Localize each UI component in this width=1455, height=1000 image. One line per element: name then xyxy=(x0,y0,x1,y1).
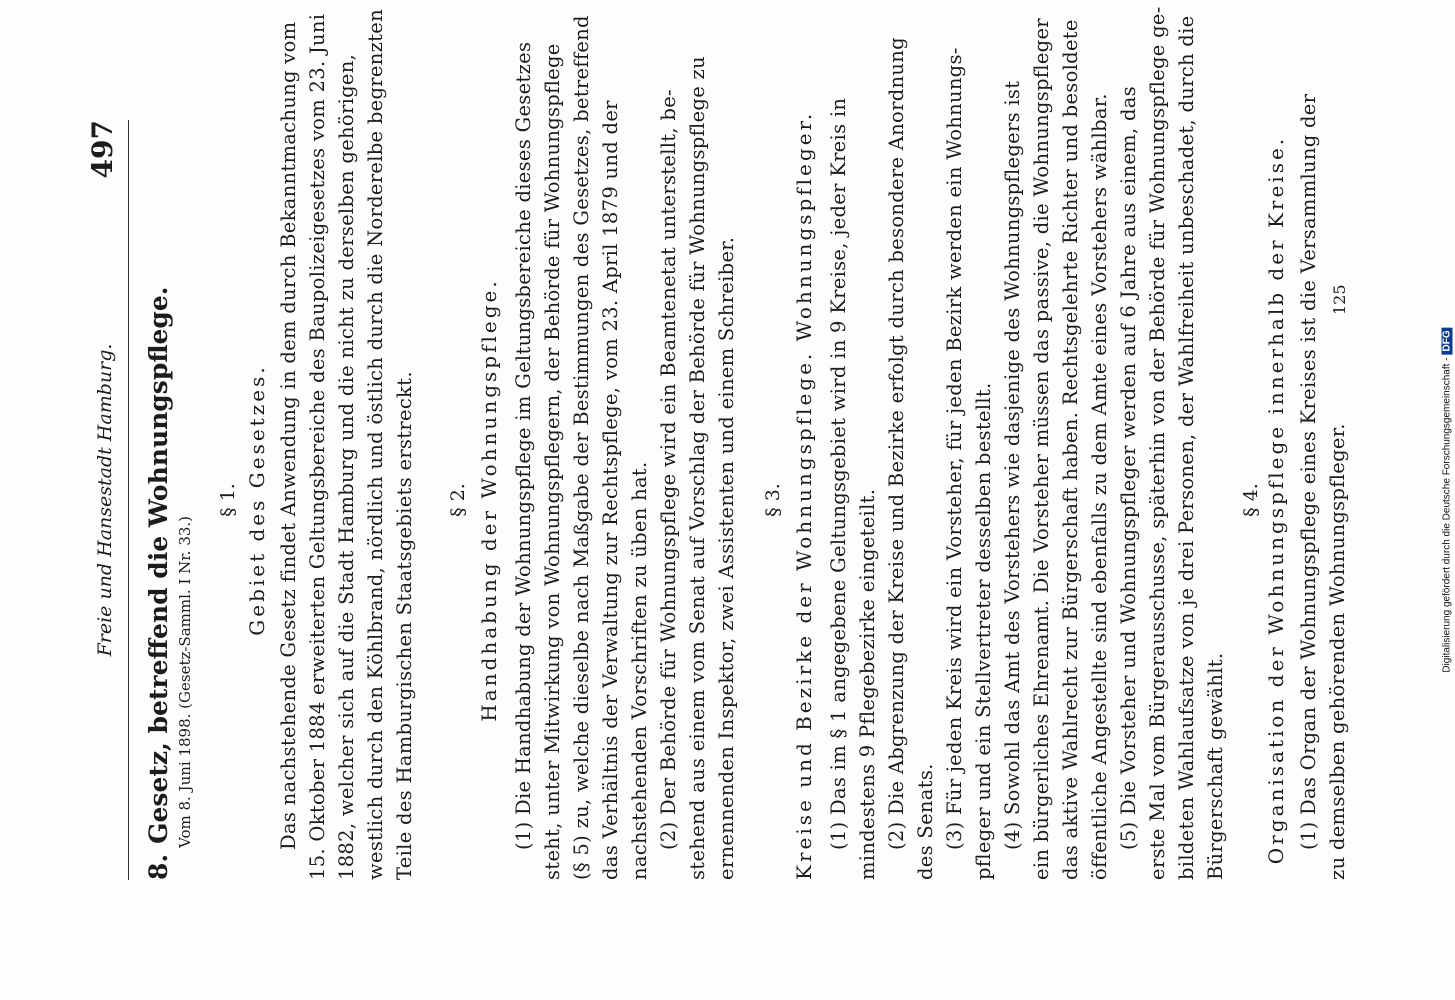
section-4-sign: § 4. xyxy=(1240,483,1262,517)
section-4-title: Organisation der Wohnungspflege innerhalb der Kreise. xyxy=(1264,135,1288,865)
header-title: Freie und Hansestadt Hamburg. xyxy=(94,343,116,657)
section-2-line: das Verhältnis der Verwaltung zur Rechtspflege, vom 23. April 1879 und der xyxy=(599,100,622,880)
section-3-line: Bürgerschaft gewählt. xyxy=(1204,652,1227,880)
section-3-line: (4) Sowohl das Amt des Vorstehers wie dasjenige des Wohnungspflegers ist xyxy=(1001,80,1024,850)
section-2-line: (§ 5) zu, welche dieselbe nach Maßgabe der Bestimmungen des Gesetzes, betreffend xyxy=(570,15,593,880)
section-2-sign: § 2. xyxy=(447,483,469,517)
section-3-line: erste Mal vom Bürgerausschusse, späterhin von der Behörde für Wohnungspflege ge- xyxy=(1146,6,1169,880)
section-3-sign: § 3. xyxy=(762,483,784,517)
law-number: 8. xyxy=(144,853,173,880)
rotated-page-content xyxy=(86,6,1362,880)
section-2-line: steht, unter Mitwirkung von Wohnungspflegern, der Behörde für Wohnungspflege xyxy=(541,43,564,880)
running-header xyxy=(86,120,129,880)
section-3-line: das aktive Wahlrecht zur Bürgerschaft haben. Rechtsgelehrte Richter und besoldete xyxy=(1059,19,1082,880)
digitization-note xyxy=(1442,327,1453,672)
section-1-line: westlich durch den Köhlbrand, nördlich und östlich durch die Norderelbe begrenzten xyxy=(364,9,387,880)
section-3-line: pfleger und ein Stellvertreter desselben bestellt. xyxy=(972,382,995,880)
section-3-line: mindestens 9 Pflegebezirke eingeteilt. xyxy=(856,488,879,880)
section-4-line: (1) Das Organ der Wohnungspflege eines Kreises ist die Versammlung der xyxy=(1297,93,1320,850)
section-2-line: stehend aus einem vom Senat auf Vorschlag der Behörde für Wohnungspflege zu xyxy=(686,56,709,880)
dfg-logo: DFG xyxy=(1442,327,1453,354)
section-3-line: (5) Die Vorsteher und Wohnungspfleger werden auf 6 Jahre aus einem, das xyxy=(1117,86,1140,850)
section-1-line: 15. Oktober 1884 erweiterten Geltungsbereiche des Baupolizeigesetzes vom 23. Juni xyxy=(306,13,329,880)
section-3-line: öffentliche Angestellte sind ebenfalls zu dem Amte eines Vorstehers wählbar. xyxy=(1088,93,1111,880)
section-3-line: (3) Für jeden Kreis wird ein Vorsteher, für jeden Bezirk werden ein Wohnungs- xyxy=(943,47,966,850)
section-3-line: (2) Die Abgrenzung der Kreise und Bezirke erfolgt durch besondere Anordnung xyxy=(885,37,908,850)
section-2-line: ernennenden Inspektor, zwei Assistenten und einem Schreiber. xyxy=(715,236,738,880)
section-3-title: Kreise und Bezirke der Wohnungspflege. Wohnungspfleger. xyxy=(792,110,816,880)
digitization-note-text: Digitalisierung gefördert durch die Deutsche Forschungsgemeinschaft - xyxy=(1441,357,1453,673)
section-1-title: Gebiet des Gesetzes. xyxy=(245,364,269,636)
section-1-sign: § 1. xyxy=(217,483,239,517)
section-3-line: bildeten Wahlaufsatze von je drei Personen, der Wahlfreiheit unbeschadet, durch die xyxy=(1175,15,1198,880)
page-number: 497 xyxy=(86,120,119,179)
law-title xyxy=(144,120,173,880)
section-2-line: (1) Die Handhabung der Wohnungspflege im Geltungsbereiche dieses Gesetzes xyxy=(512,41,535,850)
section-1-line: Teile des Hamburgischen Staatsgebiets erstreckt. xyxy=(393,371,416,880)
section-3-line: ein bürgerliches Ehrenamt. Die Vorsteher müssen das passive, die Wohnungspfleger xyxy=(1030,18,1053,880)
section-3-line: des Senats. xyxy=(914,763,937,880)
signature-number: 125 xyxy=(1330,284,1349,315)
section-2-line: nachstehenden Vorschriften zu üben hat. xyxy=(628,461,651,880)
section-3-line: (1) Das im § 1 angegebene Geltungsgebiet wird in 9 Kreise, jeder Kreis in xyxy=(827,97,850,850)
section-2-title: Handhabung der Wohnungspflege. xyxy=(477,278,501,722)
section-1-line: 1882, welcher sich auf die Stadt Hamburg und die nicht zu derselben gehörigen, xyxy=(335,53,358,880)
section-1-line: Das nachstehende Gesetz findet Anwendung in dem durch Bekanntmachung vom xyxy=(277,21,300,850)
law-date-line: Vom 8. Juni 1898. (Gesetz-Samml. I Nr. 33.) xyxy=(176,515,194,848)
law-title-text: Gesetz, betreffend die Wohnungspflege. xyxy=(144,286,173,844)
section-2-line: (2) Der Behörde für Wohnungspflege wird ein Beamtenetat unterstellt, be- xyxy=(657,89,680,850)
section-4-line: zu demselben gehörenden Wohnungspfleger. xyxy=(1326,423,1349,880)
